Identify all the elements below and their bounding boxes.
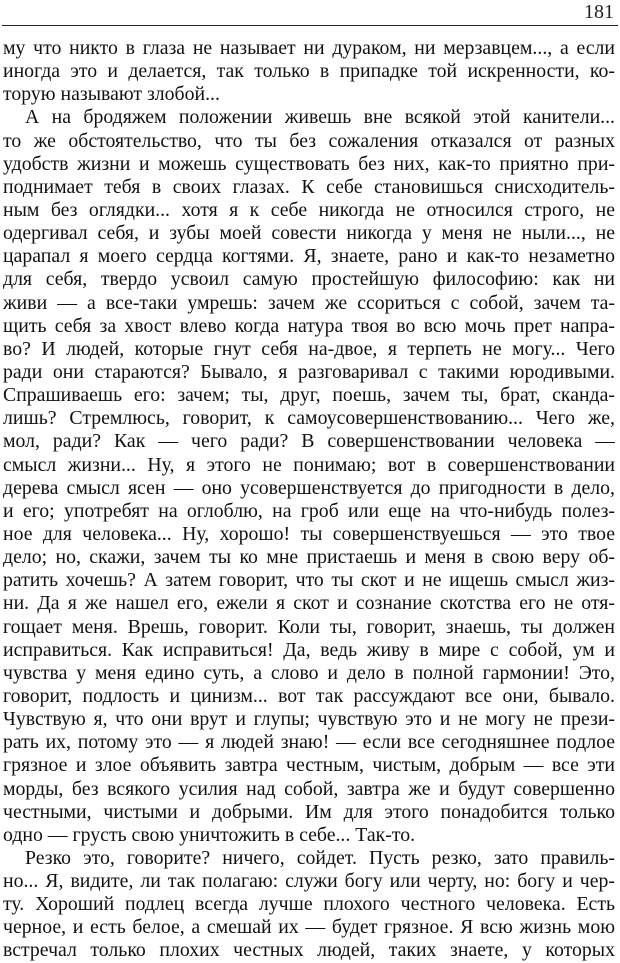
- text-line: то же обстоятельство, что ты без сожаления отказался от разных: [3, 129, 615, 152]
- text-line: встречал только плохих честных людей, таких знаете, у которых: [3, 939, 615, 962]
- text-line: морды, без всякого усилия над собой, завтра же и будут совершенно: [3, 777, 615, 800]
- body-text: [3, 37, 615, 963]
- text-line: и его; употребят на оглоблю, на гроб или еще на что-нибудь полез-: [3, 499, 615, 522]
- text-line: одергивал себя, и зубы моей совести никогда у меня не ныли..., не: [3, 222, 615, 245]
- text-line: Чувствую я, что они врут и глупы; чувствую это и не могу не прези-: [3, 708, 615, 731]
- text-line: ратить хочешь? А затем говорит, что ты скот и не ищешь смысл жиз-: [3, 569, 615, 592]
- text-line: гощает меня. Врешь, говорит. Коли ты, говорит, знаешь, ты должен: [3, 615, 615, 638]
- text-line: Спрашиваешь его: зачем; ты, друг, поешь, зачем ты, брат, скандa-: [3, 384, 615, 407]
- text-line: ным без оглядки... хотя я к себе никогда не относился строго, не: [3, 198, 615, 221]
- text-line: дело; но, скажи, зачем ты ко мне пристаешь и меня в свою веру об-: [3, 546, 615, 569]
- page-number: 181: [584, 1, 614, 23]
- text-line: во? И людей, которые гнут себя на-двое, я терпеть не могу... Чего: [3, 337, 615, 360]
- text-line: мол, ради? Как — чего ради? В совершенствовании человека —: [3, 430, 615, 453]
- text-line: говорит, подлость и цинизм... вот так рассуждают все они, бывало.: [3, 684, 615, 707]
- text-line: ное для человека... Ну, хорошо! ты совершенствуешься — это твое: [3, 522, 615, 545]
- text-line: одно — грусть свою уничтожить в себе... Так-то.: [3, 823, 416, 846]
- text-line: рать их, потому это — я людей знаю! — если все сегодняшнее подлое: [3, 731, 615, 754]
- text-line: удобств жизни и можешь существовать без них, как-то приятно при-: [3, 152, 615, 175]
- text-line: А на бродяжем положении живешь вне всякой этой канители...: [25, 106, 615, 129]
- text-line: дерева смысл ясен — оно усовершенствуется до пригодности в дело,: [3, 476, 615, 499]
- header-rule: [2, 25, 618, 26]
- text-line: лишь? Стремлюсь, говорит, к самоусовершенствованию... Чего же,: [3, 407, 615, 430]
- text-line: торую называют злобой...: [3, 83, 220, 106]
- text-line: ни. Да я же нашел его, ежели я скот и сознание скотства его не отя-: [3, 592, 615, 615]
- text-line: смысл жизни... Ну, я этого не понимаю; вот в совершенствовании: [3, 453, 615, 476]
- text-line: живи — а все-таки умрешь: зачем же ссориться с собой, зачем та-: [3, 291, 615, 314]
- text-line: ту. Хороший подлец всегда лучше плохого честного человека. Есть: [3, 893, 615, 916]
- text-line: му что никто в глаза не называет ни дураком, ни мерзавцем..., а если: [3, 37, 615, 59]
- text-line: царапал я моего сердца когтями. Я, знаете, рано и как-то незаметно: [3, 245, 615, 268]
- text-line: грязное и злое объявить завтра честным, чистым, добрым — все эти: [3, 754, 615, 777]
- text-line: иногда это и делается, так только в припадке той искренности, ко-: [3, 60, 615, 83]
- text-line: черное, и есть белое, а смешай их — будет грязное. Я всю жизнь мою: [3, 916, 615, 939]
- text-line: чувства у меня едино суть, а слово и дело в полной гармонии! Это,: [3, 661, 615, 684]
- text-line: исправиться. Как исправиться! Да, ведь живу в мире с собой, ум и: [3, 638, 615, 661]
- text-line: честными, чистыми и добрыми. Им для этого понадобится только: [3, 800, 615, 823]
- text-line: щить себя за хвост влево когда натура твоя во всю мочь прет напра-: [3, 314, 615, 337]
- text-line: ради они стараются? Бывало, я разговаривал с такими юродивыми.: [3, 360, 615, 383]
- text-line: Резко это, говорите? ничего, сойдет. Пусть резко, зато правиль-: [25, 846, 615, 869]
- text-line: поднимает тебя в своих глазах. К себе становишься снисходитель-: [3, 175, 615, 198]
- text-line: но... Я, видите, ли так полагаю: служи богу или черту, но: богу и чер-: [3, 870, 615, 893]
- text-line: для себя, твердо усвоил самую простейшую философию: как ни: [3, 268, 615, 291]
